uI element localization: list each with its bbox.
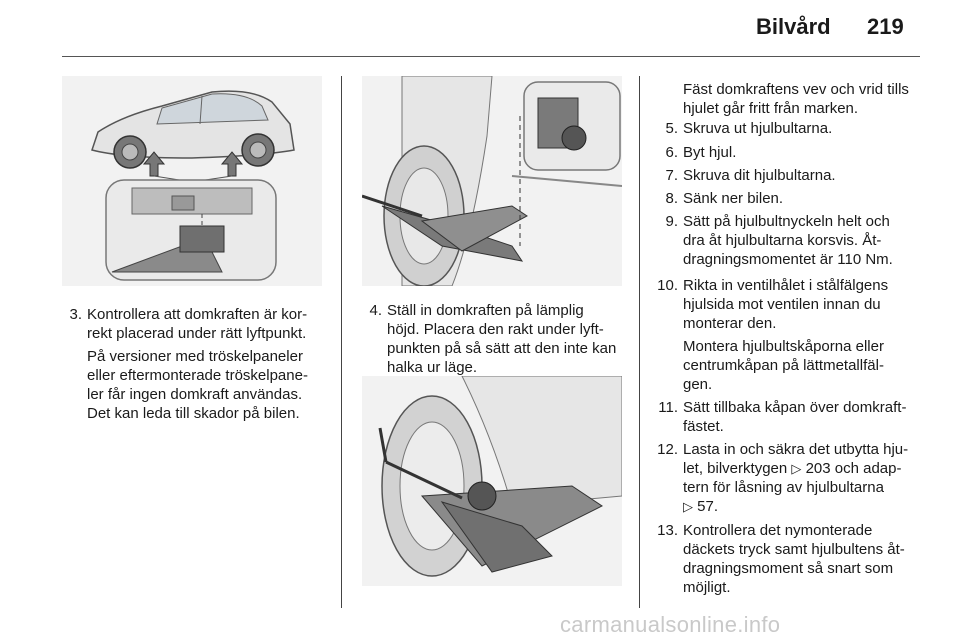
step-line: Sätt tillbaka kåpan över domkraft- xyxy=(683,399,907,416)
step-line: punkten på så sätt att den inte kan xyxy=(387,340,617,357)
step-line: rekt placerad under rätt lyftpunkt. xyxy=(87,325,307,342)
note-line: Montera hjulbultskåporna eller xyxy=(683,338,884,355)
step-number: 4. xyxy=(369,302,382,319)
step-number: 11. xyxy=(658,399,678,416)
step-line: tern för låsning av hjulbultarna xyxy=(683,479,884,496)
step-line: och adap- xyxy=(830,460,902,477)
figure-jack-placement xyxy=(362,76,622,286)
step-line: Sätt på hjulbultnyckeln helt och xyxy=(683,213,890,230)
intro-paragraph xyxy=(683,80,928,118)
step-10-note xyxy=(683,337,928,394)
step-line: höjd. Placera den rakt under lyft- xyxy=(387,321,604,338)
step-text xyxy=(683,521,930,597)
step-number: 9. xyxy=(665,213,678,230)
step-line: monterar den. xyxy=(683,315,777,332)
jack-crank-illustration xyxy=(362,376,622,586)
step-number: 5. xyxy=(665,120,678,137)
intro-line: Fäst domkraftens vev och vrid tills xyxy=(683,81,909,98)
page-reference[interactable]: 203 xyxy=(805,460,831,477)
figure-car-lift-points xyxy=(62,76,322,286)
column-divider xyxy=(341,76,342,608)
step-line: dragningsmoment så snart som xyxy=(683,560,894,577)
step-10 xyxy=(655,276,930,333)
step-number: 12. xyxy=(657,441,678,458)
watermark: carmanualsonline.info xyxy=(560,612,781,637)
note-line: ler får ingen domkraft användas. xyxy=(87,386,303,403)
step-3 xyxy=(62,305,332,343)
step-line: Lasta in och säkra det utbytta hju- xyxy=(683,441,909,458)
step-line: hjulsida mot ventilen innan du xyxy=(683,296,881,313)
note-line: centrumkåpan på lättmetallfäl- xyxy=(683,357,884,374)
step-line: Kontrollera att domkraften är kor- xyxy=(87,306,308,323)
step-text xyxy=(683,440,930,516)
step-line: dragningsmomentet är 110 Nm. xyxy=(683,251,893,268)
triangle-reference-icon: ▷ xyxy=(683,499,693,514)
page-title: Bilvård xyxy=(756,14,831,39)
page-number: 219 xyxy=(867,14,904,39)
step-text: Sänk ner bilen. xyxy=(683,190,784,207)
step-9 xyxy=(655,212,930,269)
step-text xyxy=(87,305,332,343)
jack-placement-illustration xyxy=(362,76,622,286)
step-text: Byt hjul. xyxy=(683,144,737,161)
step-number: 7. xyxy=(665,167,678,184)
step-7 xyxy=(655,166,930,185)
note-line: eller eftermonterade tröskelpane- xyxy=(87,367,308,384)
step-number: 3. xyxy=(69,306,82,323)
step-text: Skruva ut hjulbultarna. xyxy=(683,120,833,137)
note-line: gen. xyxy=(683,376,713,393)
step-line: fästet. xyxy=(683,418,724,435)
step-text xyxy=(683,212,930,269)
step-number: 6. xyxy=(665,144,678,161)
step-line: dra åt hjulbultarna korsvis. Åt- xyxy=(683,232,882,249)
step-text xyxy=(387,301,632,377)
step-text xyxy=(683,276,930,333)
step-4 xyxy=(362,301,632,377)
step-6 xyxy=(655,143,930,162)
triangle-reference-icon: ▷ xyxy=(791,461,802,476)
step-text xyxy=(683,398,930,436)
step-number: 13. xyxy=(657,522,678,539)
step-line: halka ur läge. xyxy=(387,359,478,376)
step-text: Skruva dit hjulbultarna. xyxy=(683,167,836,184)
note-line: På versioner med tröskelpaneler xyxy=(87,348,303,365)
step-5 xyxy=(655,119,930,138)
car-lift-illustration xyxy=(62,76,322,286)
note-line: Det kan leda till skador på bilen. xyxy=(87,405,300,422)
step-3-note xyxy=(87,347,337,423)
page-reference[interactable]: 57. xyxy=(697,498,719,515)
intro-line: hjulet går fritt från marken. xyxy=(683,100,859,117)
column-divider xyxy=(639,76,640,608)
step-line: Rikta in ventilhålet i stålfälgens xyxy=(683,277,889,294)
step-11 xyxy=(655,398,930,436)
step-12 xyxy=(655,440,930,516)
figure-jack-crank xyxy=(362,376,622,586)
step-number: 8. xyxy=(665,190,678,207)
step-number: 10. xyxy=(657,277,678,294)
step-8 xyxy=(655,189,930,208)
step-line: Ställ in domkraften på lämplig xyxy=(387,302,584,319)
step-line: Kontrollera det nymonterade xyxy=(683,522,873,539)
step-line: möjligt. xyxy=(683,579,731,596)
header-rule xyxy=(62,56,920,57)
step-line: däckets tryck samt hjulbultens åt- xyxy=(683,541,905,558)
step-line: let, bilverktygen xyxy=(683,460,792,477)
step-13 xyxy=(655,521,930,597)
